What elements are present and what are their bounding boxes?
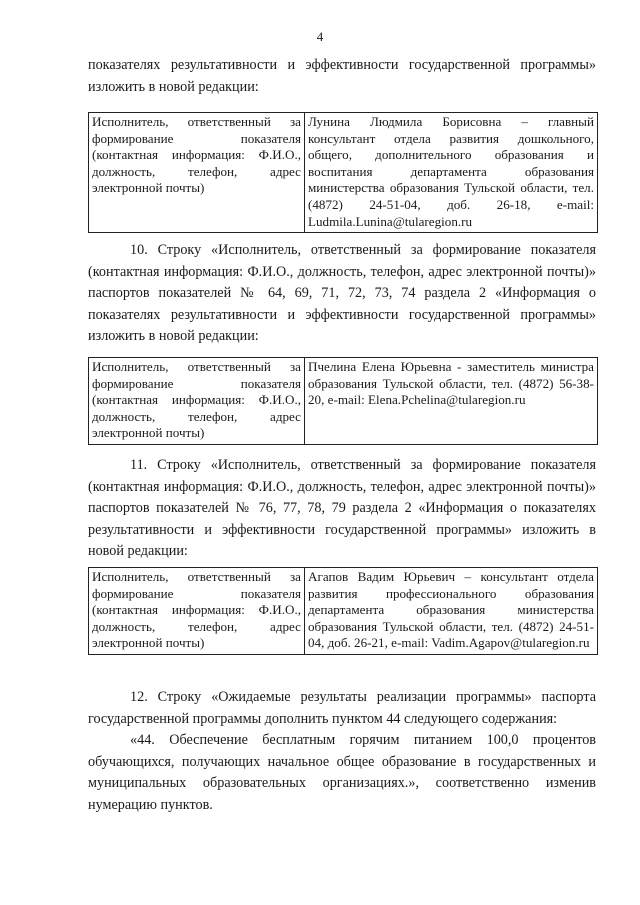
table-row bbox=[89, 568, 598, 655]
intro-line-2: изложить в новой редакции: bbox=[88, 78, 259, 95]
paragraph-12-quote: «44. Обеспечение бесплатным горячим питанием 100,0 процентов обучающихся, получающих начальное общее образование в государственных и муниципальных образовательных организациях.», соответственно изменив нумерацию пунктов. bbox=[88, 732, 596, 813]
cell-value-text: Агапов Вадим Юрьевич – консультант отдела развития профессионального образования департамента образования министерства образования Тульской области, тел. (4872) 24-51-04, доб. 26-21, e-mail: Vadim.Agapov@tularegion.ru bbox=[308, 569, 594, 651]
table-row bbox=[89, 358, 598, 445]
table-row bbox=[89, 113, 598, 233]
cell-label-text: Исполнитель, ответственный за формирование показателя (контактная информация: Ф.И.О., должность, телефон, адрес электронной почты) bbox=[92, 359, 301, 441]
table-cell-label bbox=[89, 358, 305, 445]
cell-value-text: Пчелина Елена Юрьевна - заместитель министра образования Тульской области, тел. (4872) 56-38-20, e-mail: Elena.Pchelina@tularegion.ru bbox=[308, 359, 594, 408]
table-cell-label bbox=[89, 568, 305, 655]
table-cell-value bbox=[305, 358, 598, 445]
paragraph-10: 10. Строку «Исполнитель, ответственный за формирование показателя (контактная информация: Ф.И.О., должность, телефон, адрес электронной почты)» паспортов показателей № 64, 69, 71, 72, 73, 74 раздела 2 «Информация о показателях результативности и эффективности государственной программы» изложить в новой редакции: bbox=[88, 242, 596, 344]
table-cell-value bbox=[305, 113, 598, 233]
page-number: 4 bbox=[316, 29, 324, 44]
paragraph-12: 12. Строку «Ожидаемые результаты реализации программы» паспорта государственной программы дополнить пунктом 44 следующего содержания: bbox=[88, 689, 596, 727]
cell-value-text: Лунина Людмила Борисовна – главный консультант отдела развития дошкольного, общего, дополнительного образования и воспитания департамента образования министерства образования Тульской области, тел. (4872) 24-51-04, доб. 26-18, e-mail: Ludmila.Lunina@tularegion.ru bbox=[308, 114, 594, 229]
contact-table-lunina bbox=[88, 112, 598, 233]
intro-line-1: показателях результативности и эффективности государственной программы» bbox=[88, 57, 596, 73]
cell-label-text: Исполнитель, ответственный за формирование показателя (контактная информация: Ф.И.О., должность, телефон, адрес электронной почты) bbox=[92, 114, 301, 196]
contact-table-pchelina bbox=[88, 357, 598, 445]
cell-label-text: Исполнитель, ответственный за формирование показателя (контактная информация: Ф.И.О., должность, телефон, адрес электронной почты) bbox=[92, 569, 301, 651]
table-cell-label bbox=[89, 113, 305, 233]
contact-table-agapov bbox=[88, 567, 598, 655]
table-cell-value bbox=[305, 568, 598, 655]
paragraph-11: 11. Строку «Исполнитель, ответственный за формирование показателя (контактная информация: Ф.И.О., должность, телефон, адрес электронной почты)» паспортов показателей № 76, 77, 78, 79 раздела 2 «Информация о показателях результативности и эффективности государственной программы» изложить в новой редакции: bbox=[88, 457, 596, 559]
intro-paragraph bbox=[88, 55, 596, 98]
